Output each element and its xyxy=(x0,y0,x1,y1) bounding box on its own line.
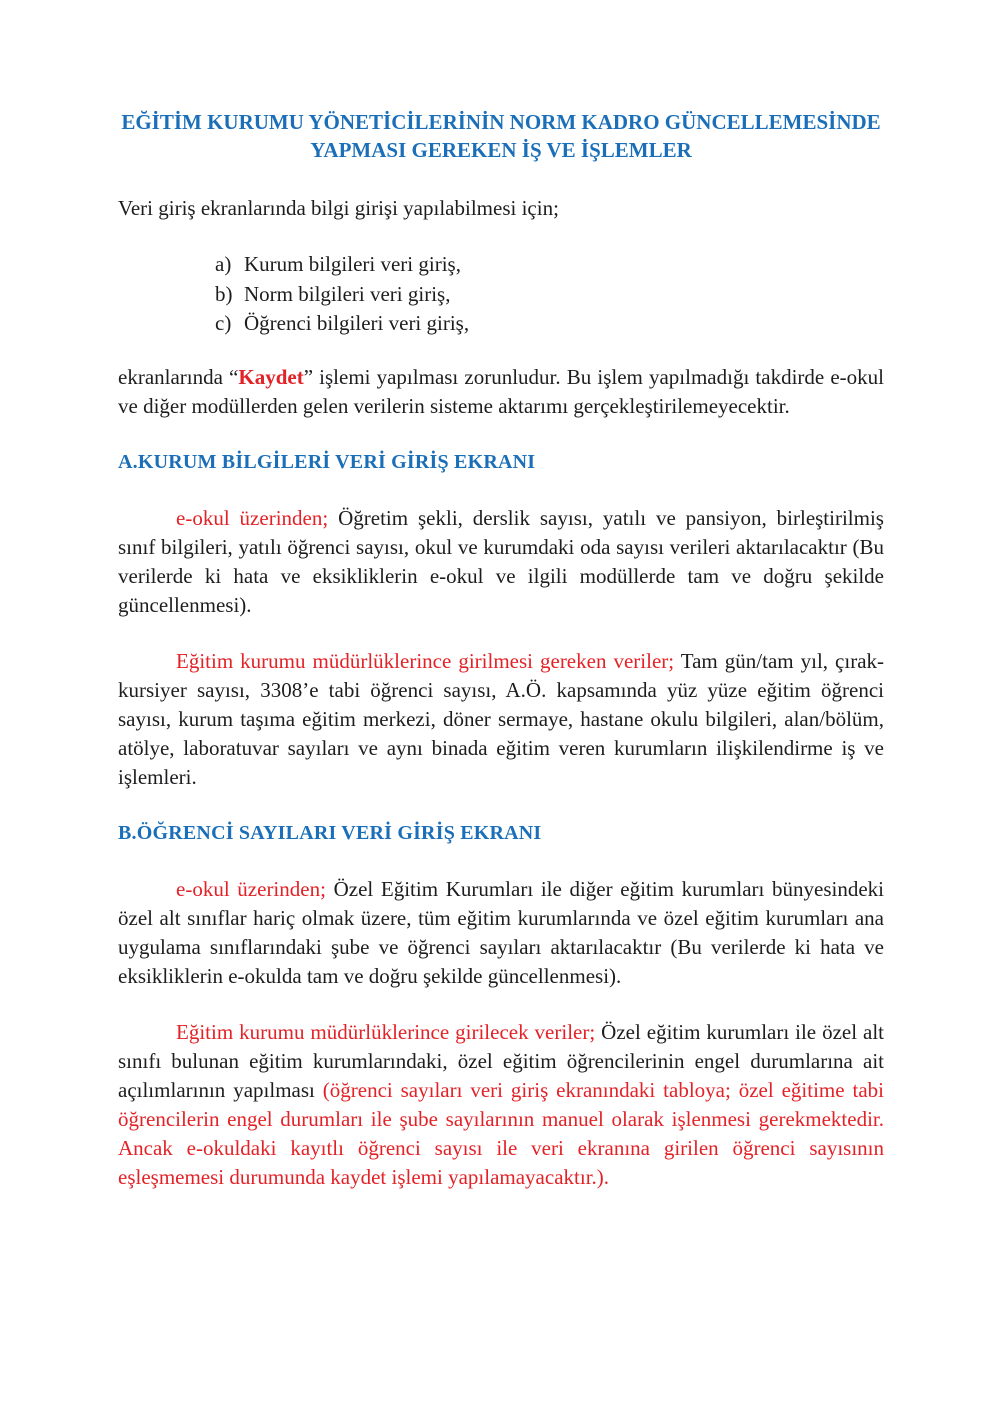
list-item xyxy=(215,250,884,280)
section-b-paragraph-mudurluk-black: Özel eğitim kurumları ile özel alt sınıfı bulunan eğitim kurumlarındaki, özel eğitim öğrencilerinin engel durumlarına ait açılımlarının yapılması xyxy=(118,1019,884,1102)
section-a-heading: A.KURUM BİLGİLERİ VERİ GİRİŞ EKRANI xyxy=(118,450,536,473)
section-b-heading: B.ÖĞRENCİ SAYILARI VERİ GİRİŞ EKRANI xyxy=(118,821,542,844)
section-a-paragraph-eokul-lead: e-okul üzerinden; xyxy=(176,505,329,530)
section-a-paragraph-mudurluk-body: Tam gün/tam yıl, çırak-kursiyer sayısı, 3308’e tabi öğrenci sayısı, A.Ö. kapsamında yüz yüze eğitim öğrenci sayısı, kurum taşıma eğitim merkezi, döner sermaye, hastane okulu bilgileri, alan/bölüm, atölye, laboratuvar sayıları ve aynı binada eğitim veren kurumların ilişkilendirme iş ve işlemleri. xyxy=(118,648,885,789)
section-a-paragraph-eokul xyxy=(118,504,884,620)
section-b-paragraph-eokul xyxy=(118,875,884,991)
kaydet-paragraph-after: ” işlemi yapılması zorunludur. Bu işlem yapılmadığı takdirde e-okul ve diğer modüllerden gelen verilerin sisteme aktarımı gerçekleştirilemeyecektir. xyxy=(118,364,884,418)
list-item-text: Öğrenci bilgileri veri giriş, xyxy=(244,311,470,335)
intro-paragraph: Veri giriş ekranlarında bilgi girişi yapılabilmesi için; xyxy=(118,196,559,220)
document-title xyxy=(118,108,884,164)
list-item-text: Norm bilgileri veri giriş, xyxy=(244,281,451,306)
section-b-paragraph-mudurluk-red: (öğrenci sayıları veri giriş ekranındaki tabloya; özel eğitime tabi öğrencilerin engel durumları ile şube sayılarının manuel olarak işlenmesi gerekmektedir. Ancak e-okuldaki kayıtlı öğrenci sayısı ile veri ekranına girilen öğrenci sayısının eşleşmemesi durumunda kaydet işlemi yapılamayacaktır.). xyxy=(118,1077,884,1189)
section-a-paragraph-eokul-body: Öğretim şekli, derslik sayısı, yatılı ve pansiyon, birleştirilmiş sınıf bilgileri, yatılı öğrenci sayısı, okul ve kurumdaki oda sayısı verileri aktarılacaktır (Bu verilerde ki hata ve eksikliklerin e-okul ve ilgili modüllerde tam ve doğru şekilde güncellenmesi). xyxy=(118,505,884,617)
section-b-paragraph-eokul-lead: e-okul üzerinden; xyxy=(176,876,326,901)
list-item xyxy=(215,309,884,339)
kaydet-highlight: Kaydet xyxy=(238,364,304,389)
document-title-line-1: EĞİTİM KURUMU YÖNETİCİLERİNİN NORM KADRO GÜNCELLEMESİNDE xyxy=(121,110,881,134)
section-a-paragraph-mudurluk-lead: Eğitim kurumu müdürlüklerince girilmesi gereken veriler; xyxy=(176,648,675,673)
entry-screens-list xyxy=(118,250,884,339)
list-item-text: Kurum bilgileri veri giriş, xyxy=(244,252,461,276)
document-title-line-2: YAPMASI GEREKEN İŞ VE İŞLEMLER xyxy=(310,138,692,162)
section-b-paragraph-eokul-body: Özel Eğitim Kurumları ile diğer eğitim kurumları bünyesindeki özel alt sınıflar hariç olmak üzere, tüm eğitim kurumlarında ve özel eğitim kurumları ana uygulama sınıflarındaki şube ve öğrenci sayıları aktarılacaktır (Bu verilerde ki hata ve eksikliklerin e-okulda tam ve doğru şekilde güncellenmesi). xyxy=(118,876,885,988)
list-item-marker: b) xyxy=(215,281,233,306)
kaydet-paragraph-before: ekranlarında “ xyxy=(118,364,239,389)
list-item-marker: a) xyxy=(215,252,232,276)
section-b-paragraph-mudurluk xyxy=(118,1018,884,1192)
section-a-paragraph-mudurluk xyxy=(118,647,884,792)
section-b-paragraph-mudurluk-lead: Eğitim kurumu müdürlüklerince girilecek veriler; xyxy=(176,1019,596,1044)
kaydet-paragraph xyxy=(118,363,884,421)
list-item-marker: c) xyxy=(215,311,232,335)
list-item xyxy=(215,280,884,310)
